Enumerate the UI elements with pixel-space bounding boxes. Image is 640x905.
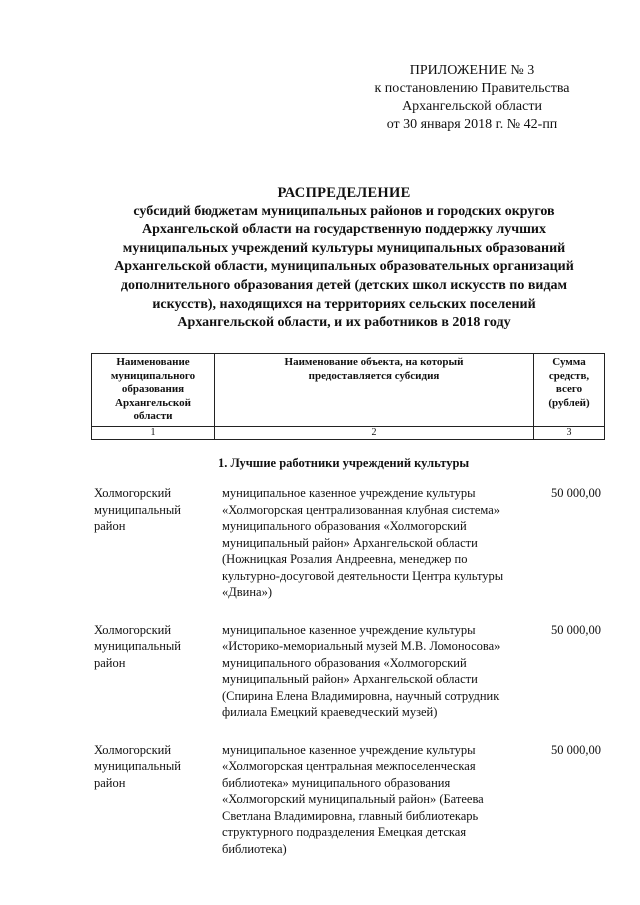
- object-text: Светлана Владимировна, главный библиотекарь: [222, 808, 479, 823]
- title-main: РАСПРЕДЕЛЕНИЕ: [277, 185, 411, 201]
- table-row: [94, 622, 614, 721]
- object-text: «Холмогорский муниципальный район» (Батеева: [222, 792, 484, 806]
- object-text: «Холмогорская централизованная клубная система»: [222, 502, 501, 517]
- district-text: Холмогорский: [94, 622, 172, 637]
- table-row: [94, 742, 614, 858]
- object-text: муниципальный район» Архангельской области: [222, 535, 478, 550]
- header-text: Наименование: [116, 356, 190, 368]
- object-text: муниципальное казенное учреждение культуры: [222, 486, 476, 500]
- header-text: образования: [121, 383, 185, 395]
- column-header-sum: [534, 354, 605, 427]
- district-text: муниципальный: [94, 639, 181, 653]
- object-text: культурно-досуговой деятельности Центра культуры: [222, 568, 504, 583]
- object-text: муниципального образования «Холмогорский: [222, 655, 467, 670]
- title-line: субсидий бюджетам муниципальных районов и городских округов: [133, 203, 555, 219]
- recipient-list: [94, 485, 614, 878]
- district-text: Холмогорский: [94, 486, 172, 500]
- column-number: 1: [92, 427, 215, 440]
- table-row: [94, 485, 614, 601]
- column-number: 3: [534, 427, 605, 440]
- title-line: Архангельской области, муниципальных образовательных организаций: [114, 259, 574, 275]
- object-text: «Двина»): [222, 585, 273, 599]
- header-text: (рублей): [548, 396, 590, 409]
- appendix-number: ПРИЛОЖЕНИЕ № 3: [409, 63, 535, 78]
- object-text: муниципальное казенное учреждение культуры: [222, 622, 476, 637]
- header-text: Архангельской: [115, 396, 191, 409]
- header-text: Сумма: [552, 356, 586, 368]
- header-text: Наименование объекта, на который: [284, 356, 464, 368]
- district-text: район: [94, 655, 126, 670]
- object-text: «Историко-мемориальный музей М.В. Ломоносова»: [222, 639, 501, 653]
- title-line: Архангельской области, и их работников в 2018 году: [177, 315, 511, 331]
- sum-cell: 50 000,00: [551, 742, 601, 757]
- district-text: район: [94, 775, 126, 790]
- object-text: муниципального образования «Холмогорский: [222, 519, 467, 533]
- object-cell: [222, 622, 522, 721]
- district-text: Холмогорский: [94, 742, 172, 757]
- district-text: район: [94, 519, 126, 533]
- appendix-region: Архангельской области: [402, 99, 542, 114]
- header-text: средств,: [548, 369, 590, 382]
- district-text: муниципальный: [94, 759, 181, 773]
- title-line: муниципальных учреждений культуры муниципальных образований: [122, 240, 566, 256]
- object-text: филиала Емецкий краеведческий музей): [222, 705, 438, 719]
- object-text: библиотека): [222, 841, 287, 856]
- district-cell: [94, 742, 204, 792]
- sum-cell: 50 000,00: [551, 622, 601, 637]
- appendix-header: [352, 62, 592, 134]
- column-number: 2: [215, 427, 534, 440]
- object-text: библиотека» муниципального образования: [222, 775, 451, 790]
- header-text: муниципального: [110, 369, 196, 382]
- appendix-date: от 30 января 2018 г. № 42-пп: [386, 117, 558, 132]
- district-cell: [94, 485, 204, 535]
- title-line: Архангельской области на государственную поддержку лучших: [141, 222, 547, 238]
- object-cell: [222, 485, 522, 601]
- title-line: дополнительного образования детей (детских школ искусств по видам: [120, 277, 568, 293]
- object-text: «Холмогорская центральная межпоселенческая: [222, 759, 476, 773]
- sum-cell: 50 000,00: [551, 486, 601, 500]
- column-header-municipality: [92, 354, 215, 427]
- object-text: муниципальный район» Архангельской области: [222, 672, 478, 686]
- header-row: [92, 354, 605, 427]
- column-header-object: [215, 354, 534, 427]
- header-text: всего: [555, 383, 583, 395]
- object-text: структурного подразделения Емецкая детская: [222, 825, 467, 839]
- document-title: [84, 184, 604, 333]
- object-text: (Ножницкая Розалия Андреевна, менеджер по: [222, 552, 468, 566]
- section-title: 1. Лучшие работники учреждений культуры: [218, 456, 470, 470]
- header-text: области: [133, 410, 173, 422]
- object-text: муниципальное казенное учреждение культуры: [222, 742, 476, 757]
- header-table: [91, 353, 605, 440]
- object-cell: [222, 742, 522, 858]
- header-text: предоставляется субсидия: [308, 369, 440, 382]
- district-text: муниципальный: [94, 502, 181, 517]
- appendix-resolution: к постановлению Правительства: [374, 81, 570, 96]
- column-number-row: [92, 427, 605, 440]
- title-line: искусств), находящихся на территориях сельских поселений: [152, 296, 536, 312]
- object-text: (Спирина Елена Владимировна, научный сотрудник: [222, 688, 500, 703]
- district-cell: [94, 622, 204, 672]
